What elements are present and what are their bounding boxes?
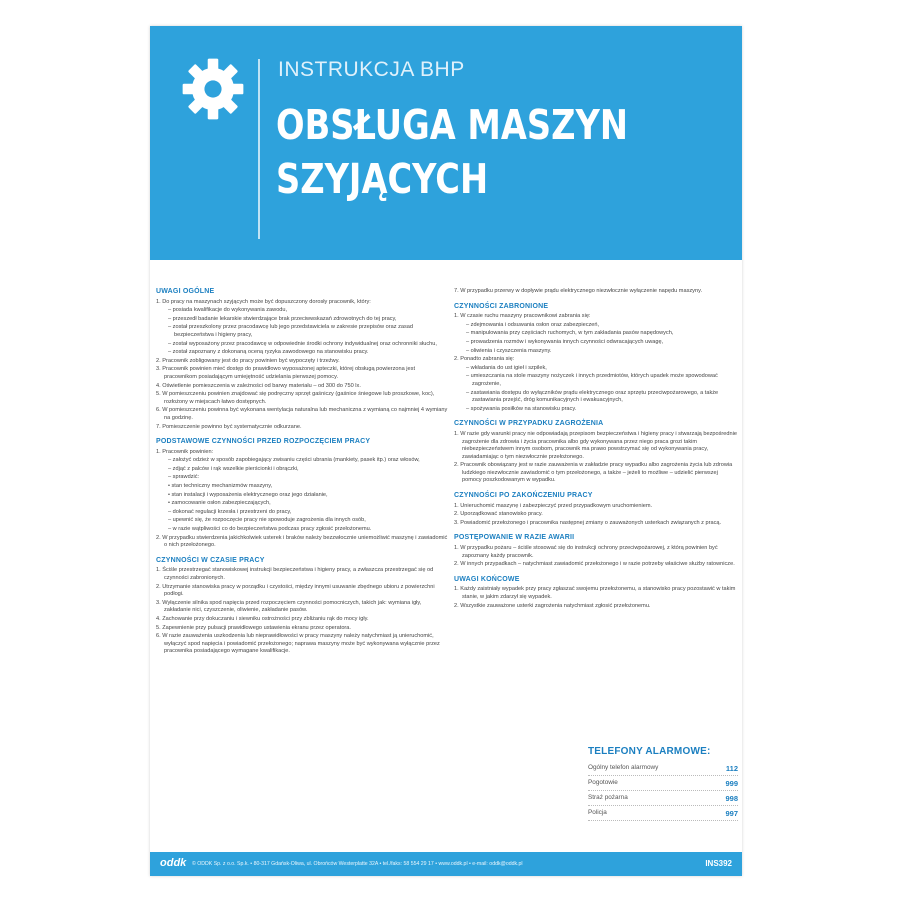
phone-number: 112 — [725, 764, 738, 773]
instruction-item: – posiada kwalifikacje do wykonywania zawodu, — [168, 307, 288, 314]
instruction-item: – zastawiania dostępu do wyłączników prądu elektrycznego oraz sprzętu przeciwpożarowego, a także zastawiania przejść, dróg komunikacyjnych i ewakuacyjnych, — [466, 389, 719, 404]
section-list — [156, 299, 448, 432]
instruction-item: – dokonać regulacji krzesła i przestrzeni do pracy, — [168, 508, 292, 515]
instruction-item: 1. W razie gdy warunki pracy nie odpowiadają przepisom bezpieczeństwa i higieny pracy i stwarzają bezpośrednie zagrożenie dla zdrowia i życia pracownika albo gdy wykonywana przez niego praca grozi takim niebezpieczeństwem innym osobom, pracownik ma prawo powstrzymać się od wykonywania pracy, zawiadamiając o tym niezwłocznie przełożonego. — [454, 430, 737, 460]
section-list — [156, 449, 448, 550]
instruction-item: – przeszedł badanie lekarskie stwierdzające brak przeciwwskazań zdrowotnych do tej pracy, — [168, 315, 397, 322]
instruction-item: 6. W pomieszczeniu powinna być wykonana wentylacja naturalna lub mechaniczna z wymianą co najmniej 4 wymiany na godzinę. — [156, 407, 448, 421]
instruction-item: 1. Pracownik powinien: — [156, 448, 214, 455]
instruction-item: – umieszczania na stole maszyny nożyczek i innych przedmiotów, których upadek może spowodować zagrożenie, — [466, 373, 718, 387]
phone-row — [588, 761, 738, 776]
phone-label: Ogólny telefon alarmowy — [588, 764, 659, 771]
instruction-item: • stan techniczny mechanizmów maszyny, — [168, 483, 273, 490]
instruction-item: 1. W czasie ruchu maszyny pracownikowi zabrania się: — [454, 313, 591, 320]
instruction-item: – założyć odzież w sposób zapobiegający zwisaniu części ubrania (mankiety, pasek itp.) oraz włosów, — [168, 457, 420, 464]
footer-bar — [150, 852, 742, 876]
title-line-2: SZYJĄCYCH — [276, 155, 489, 203]
oddk-logo: oddk — [160, 857, 187, 869]
section-list — [454, 545, 738, 569]
section-title: UWAGI KOŃCOWE — [454, 575, 520, 583]
section-list — [454, 313, 738, 413]
gear-icon — [180, 56, 246, 122]
instruction-item: 2. Pracownik obowiązany jest w razie zauważenia w zakładzie pracy wypadku albo zagrożenia życia lub zdrowia ludzkiego niezwłocznie zawiadomić o tym przełożonego, a także – jeżeli to możliwe – udzielić pierwszej pomocy poszkodowanym w wypadku. — [454, 462, 733, 484]
instruction-item: – został przeszkolony przez pracodawcę lub jego przedstawiciela w zakresie przepisów oraz zasad bezpieczeństwa i higieny pracy, — [168, 324, 413, 338]
phone-row — [588, 776, 738, 791]
instruction-item: 7. Pomieszczenie powinno być systematycznie odkurzane. — [156, 423, 302, 430]
instruction-item: 2. Wszystkie zauważone usterki zagrożenia natychmiast zgłosić przełożonemu. — [454, 602, 651, 609]
section-title: UWAGI OGÓLNE — [156, 288, 215, 295]
left-column — [150, 288, 448, 657]
section-list — [454, 586, 738, 610]
phone-label: Straż pożarna — [588, 794, 628, 801]
section-title: PODSTAWOWE CZYNNOŚCI PRZED ROZPOCZĘCIEM PRACY — [156, 438, 371, 446]
instruction-sheet — [150, 26, 742, 876]
instruction-item: 1. Każdy zaistniały wypadek przy pracy zgłaszać swojemu przełożonemu, a stanowisko pracy pozostawić w takim stanie, w jakim zdarzył się wypadek. — [454, 586, 736, 600]
instruction-item: – został wyposażony przez pracodawcę w odpowiednie środki ochrony indywidualnej oraz ochronniki słuchu, — [168, 340, 437, 347]
instruction-item: – upewnić się, że rozpoczęcie pracy nie spowoduje zagrożenia dla innych osób, — [168, 517, 366, 524]
instruction-item: 2. Utrzymanie stanowiska pracy w porządku i czystości, między innymi usuwanie zbędnego ubioru z powierzchni podłogi. — [156, 583, 435, 598]
instruction-item: 6. W razie zauważenia uszkodzenia lub nieprawidłowości w pracy maszyny należy natychmiast ją unieruchomić, wyłączyć spod napięcia i powiadomić przełożonego; naprawa maszyny może być wykonywana wyłącznie przez pracownika posiadającego wymagane kwalifikacje. — [156, 633, 440, 655]
instruction-item: 7. W przypadku przerwy w dopływie prądu elektrycznego niezwłocznie wyłączenie napędu maszyny. — [454, 288, 703, 294]
instruction-item: • zamocowanie osłon zabezpieczających, — [168, 500, 271, 507]
instruction-item: 5. Zapewnienie przy pulsacji prawidłowego ustawienia ekranu przez operatora. — [156, 624, 351, 631]
instruction-item: – oliwienia i czyszczenia maszyny. — [466, 347, 552, 354]
right-column — [454, 288, 738, 611]
section-title: CZYNNOŚCI W PRZYPADKU ZAGROŻENIA — [454, 420, 604, 428]
section-title: CZYNNOŚCI W CZASIE PRACY — [156, 556, 265, 564]
phone-number: 997 — [725, 809, 738, 818]
section-list — [454, 288, 738, 296]
instruction-item: – manipulowania przy częściach ruchomych, w tym zakładania pasów napędowych, — [466, 330, 674, 337]
header-banner — [150, 26, 742, 260]
phones-title: TELEFONY ALARMOWE: — [588, 746, 711, 757]
instruction-item: 2. Pracownik zobligowany jest do pracy powinien być wypoczęty i trzeźwy. — [156, 357, 340, 364]
instruction-item: 3. Wyłączenie silnika spod napięcia przed rozpoczęciem czynności pomocniczych, takich jak: wymiana igły, zakładanie nici, czyszczenie, oliwienie, zakładanie pasów. — [156, 599, 422, 614]
phone-row — [588, 791, 738, 806]
instruction-item: – sprawdzić: — [168, 474, 200, 481]
title-line-1: OBSŁUGA MASZYN — [276, 101, 628, 149]
phone-row — [588, 806, 738, 821]
document-code: INS392 — [705, 859, 732, 868]
instruction-item: 3. Powiadomić przełożonego i pracownika następnej zmiany o zauważonych usterkach związanych z pracą. — [454, 519, 722, 526]
header-divider — [258, 59, 260, 239]
document-title — [276, 98, 719, 206]
instruction-item: 5. W pomieszczeniu powinien znajdować się podręczny sprzęt gaśniczy (gaśnice śniegowe lub proszkowe, koc), rozłożony w miejscach łatwo dostępnych. — [156, 391, 435, 405]
phone-label: Policja — [588, 809, 607, 816]
instruction-item: 1. W przypadku pożaru – ściśle stosować się do instrukcji ochrony przeciwpożarowej, z którą powinien być zapoznany każdy pracownik. — [454, 545, 718, 559]
instruction-item: 2. Uporządkować stanowisko pracy. — [454, 511, 543, 518]
instruction-item: – wkładania do ust igieł i szpilek, — [466, 364, 547, 371]
instruction-item: 1. Ściśle przestrzegać stanowiskowej instrukcji bezpieczeństwa i higieny pracy, a zwłaszcza przestrzegać się od czynności zabronionych. — [156, 567, 434, 581]
section-title: CZYNNOŚCI ZABRONIONE — [454, 302, 549, 310]
instruction-item: – został zapoznany z dokonaną oceną ryzyka zawodowego na stanowisku pracy. — [168, 349, 369, 356]
phone-number: 999 — [725, 779, 738, 788]
instruction-item: 2. W przypadku stwierdzenia jakichkolwiek usterek i braków należy bezzwłocznie uniemożliwić maszynę i zawiadomić o nich przełożonego. — [156, 534, 448, 549]
instruction-item: 3. Pracownik powinien mieć dostęp do prawidłowo wyposażonej apteczki, której obsługą powierzona jest pracownikom posiadającym umiejętność udzielania pierwszej pomocy. — [156, 366, 416, 380]
instruction-item: – zdejmowania i odsuwania osłon oraz zabezpieczeń, — [466, 321, 600, 328]
instruction-item: 4. Zachowanie przy dokuczaniu i siewniku ostrożności przy zbliżaniu rąk do mocy igły. — [156, 615, 369, 622]
instruction-item: 1. Do pracy na maszynach szyjących może być dopuszczony dorosły pracownik, który: — [156, 298, 371, 305]
footer-contact: © ODDK Sp. z o.o. Sp.k. • 80-317 Gdańsk-Oliwa, ul. Obrońców Westerplatte 32A • tel./faks: 58 554 29 17 • www.oddk.pl • e-mail: oddk@oddk.pl — [192, 861, 523, 867]
instruction-item: – w razie wątpliwości co do bezpieczeństwa podczas pracy zgłosić przełożonemu. — [168, 526, 372, 533]
instruction-item: 2. Ponadto zabrania się: — [454, 356, 515, 363]
section-list — [454, 431, 738, 485]
instruction-item: – zdjąć z palców i rąk wszelkie pierścionki i obrączki, — [168, 465, 299, 472]
section-list — [454, 503, 738, 528]
section-title: POSTĘPOWANIE W RAZIE AWARII — [454, 534, 575, 542]
instruction-item: – spożywania posiłków na stanowisku pracy. — [466, 405, 577, 412]
instruction-item: 1. Unieruchomić maszynę i zabezpieczyć przed przypadkowym uruchomieniem. — [454, 502, 653, 509]
emergency-phones-box — [588, 746, 738, 821]
phone-label: Pogotowie — [588, 779, 618, 786]
phone-number: 998 — [725, 794, 738, 803]
instruction-item: 4. Oświetlenie pomieszczenia w zależności od barwy materiału – od 300 do 750 lx. — [156, 382, 361, 389]
section-list — [156, 567, 448, 656]
instruction-item: • stan instalacji i wyposażenia elektrycznego oraz jego działanie, — [168, 491, 328, 498]
instruction-item: – prowadzenia rozmów i wykonywania innych czynności odwracających uwagę, — [466, 338, 664, 345]
instruction-item: 2. W innych przypadkach – natychmiast zawiadomić przełożonego i w razie potrzeby właściwe służby ratownicze. — [454, 561, 735, 568]
section-title: CZYNNOŚCI PO ZAKOŃCZENIU PRACY — [454, 492, 593, 500]
document-subtitle: INSTRUKCJA BHP — [278, 58, 465, 81]
